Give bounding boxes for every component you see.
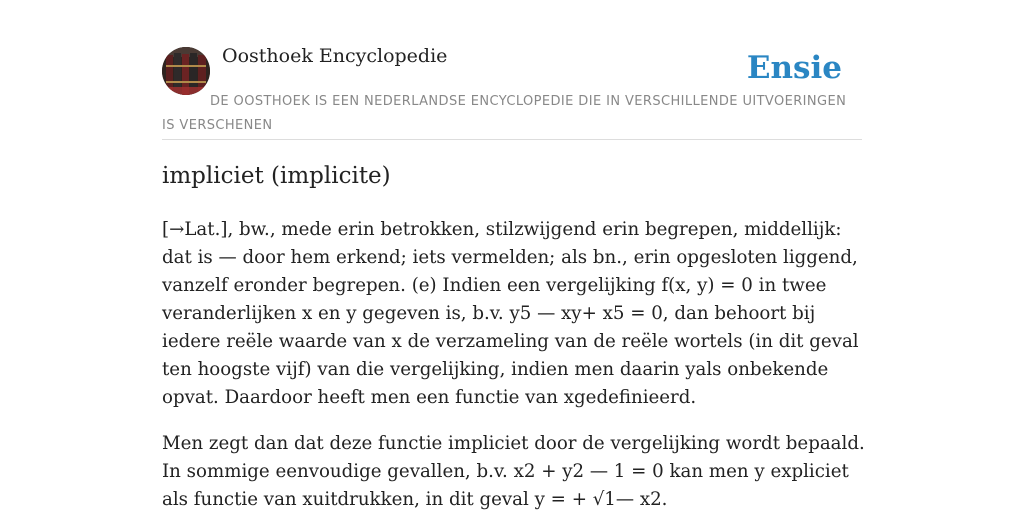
entry-term: impliciet (implicite) bbox=[162, 163, 391, 189]
ensie-logo[interactable]: Ensie bbox=[746, 50, 842, 86]
entry-paragraph: Men zegt dan dat deze functie impliciet door de vergelijking wordt bepaald. In sommige eenvoudige gevallen, b.v. x2 + y2 — 1 = 0 kan men y expliciet als functie van xuitdrukken, in dit geval y = + √1— x2. bbox=[162, 433, 865, 510]
source-title[interactable]: Oosthoek Encyclopedie bbox=[222, 45, 448, 67]
book-spines-icon bbox=[162, 47, 210, 95]
entry-paragraph: [→Lat.], bw., mede erin betrokken, stilzwijgend erin begrepen, middellijk: dat is — door hem erkend; iets vermelden; als bn., erin opgesloten liggend, vanzelf eronder begrepen. (e) Indien een vergelijking f(x, y) = 0 in twee veranderlijken x en y gegeven is, b.v. y5 — xy+ x5 = 0, dan behoort bij iedere reële waarde van x de verzameling van de reële wortels (in dit geval ten hoogste vijf) van die vergelijking, indien men daarin yals onbekende opvat. Daardoor heeft men een functie van xgedefinieerd. bbox=[162, 219, 859, 408]
page-container bbox=[162, 0, 865, 510]
source-tagline: DE OOSTHOEK IS EEN NEDERLANDSE ENCYCLOPEDIE DIE IN VERSCHILLENDE UITVOERINGEN IS VERSCHENEN bbox=[162, 94, 847, 133]
entry-content bbox=[162, 216, 867, 532]
source-avatar[interactable] bbox=[162, 47, 210, 95]
source-header bbox=[162, 0, 862, 140]
